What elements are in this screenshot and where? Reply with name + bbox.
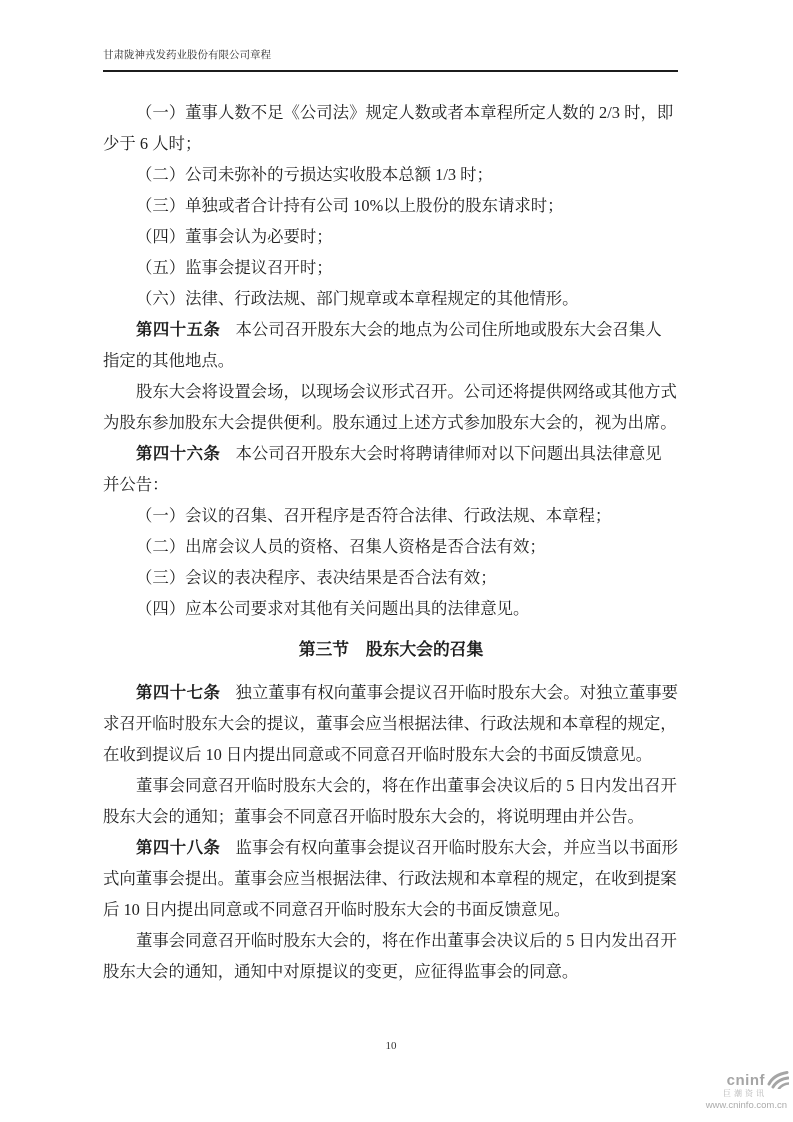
text-line: 式向董事会提出。董事会应当根据法律、行政法规和本章程的规定，在收到提案 (103, 869, 677, 888)
article-number: 第四十八条 (136, 838, 221, 857)
text-line: 为股东参加股东大会提供便利。股东通过上述方式参加股东大会的，视为出席。 (103, 413, 677, 432)
header-title: 甘肃陇神戎发药业股份有限公司章程 (103, 50, 271, 61)
article-text: 独立董事有权向董事会提议召开临时股东大会。对独立董事要 (235, 683, 678, 702)
article-text: 监事会有权向董事会提议召开临时股东大会，并应当以书面形 (235, 838, 678, 857)
text-line: （四）应本公司要求对其他有关问题出具的法律意见。 (136, 599, 530, 618)
text-line: 股东大会的通知，通知中对原提议的变更，应征得监事会的同意。 (103, 962, 579, 981)
text-line: （四）董事会认为必要时； (136, 227, 333, 246)
text-line: 求召开临时股东大会的提议，董事会应当根据法律、行政法规和本章程的规定， (103, 714, 677, 733)
article-text: 本公司召开股东大会的地点为公司住所地或股东大会召集人 (235, 320, 662, 339)
text-line: 董事会同意召开临时股东大会的，将在作出董事会决议后的 5 日内发出召开 (136, 931, 677, 950)
text-line: 董事会同意召开临时股东大会的，将在作出董事会决议后的 5 日内发出召开 (136, 776, 677, 795)
text-line: 指定的其他地点。 (103, 351, 235, 370)
text-line (103, 677, 679, 708)
article-number: 第四十六条 (136, 444, 221, 463)
text-line: （六）法律、行政法规、部门规章或本章程规定的其他情形。 (136, 289, 579, 308)
text-line: 在收到提议后 10 日内提出同意或不同意召开临时股东大会的书面反馈意见。 (103, 745, 653, 764)
article-number: 第四十七条 (136, 683, 221, 702)
cninfo-swirl-icon (767, 1071, 789, 1089)
text-line: 后 10 日内提出同意或不同意召开临时股东大会的书面反馈意见。 (103, 900, 571, 919)
cninfo-logo-chinese: 巨潮资讯 (723, 1088, 767, 1098)
text-line: 少于 6 人时； (103, 134, 202, 153)
text-line: （五）监事会提议召开时； (136, 258, 333, 277)
cninfo-logo-row (669, 1071, 789, 1088)
cninfo-logo-text: cninf (726, 1071, 765, 1089)
text-line (103, 832, 679, 863)
page-number: 10 (385, 1040, 397, 1052)
text-line: （二）公司未弥补的亏损达实收股本总额 1/3 时； (136, 165, 493, 184)
section-heading: 第三节 股东大会的召集 (298, 640, 484, 659)
text-line: （三）会议的表决程序、表决结果是否合法有效； (136, 568, 497, 587)
text-line: （二）出席会议人员的资格、召集人资格是否合法有效； (136, 537, 546, 556)
article-text: 本公司召开股东大会时将聘请律师对以下问题出具法律意见 (235, 444, 662, 463)
cninfo-logo-url: www.cninfo.com.cn (705, 1099, 787, 1111)
text-line (103, 438, 679, 469)
page-header (103, 48, 678, 72)
text-line: 并公告： (103, 475, 169, 494)
text-line: （一）董事人数不足《公司法》规定人数或者本章程所定人数的 2/3 时，即 (136, 103, 674, 122)
text-line: 股东大会将设置会场，以现场会议形式召开。公司还将提供网络或其他方式 (136, 382, 677, 401)
text-line: （一）会议的召集、召开程序是否符合法律、行政法规、本章程； (136, 506, 612, 525)
text-line: 股东大会的通知；董事会不同意召开临时股东大会的，将说明理由并公告。 (103, 807, 644, 826)
text-line: （三）单独或者合计持有公司 10%以上股份的股东请求时； (136, 196, 564, 215)
article-number: 第四十五条 (136, 320, 221, 339)
cninfo-logo (669, 1071, 789, 1111)
document-body (103, 97, 679, 987)
text-line (103, 314, 679, 345)
